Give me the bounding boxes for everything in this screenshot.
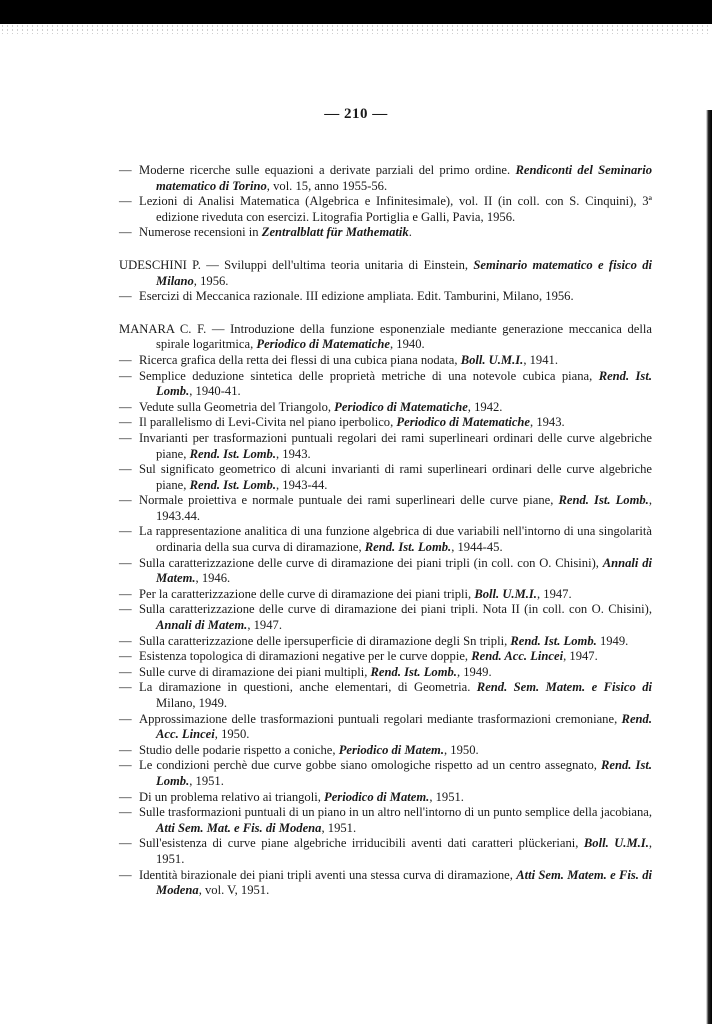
entry-dash: — [119, 462, 132, 477]
bibliography-entry [119, 493, 652, 524]
entry-details: , 1951. [321, 820, 357, 835]
entry-journal: Rend. Ist. Lomb. [156, 368, 652, 399]
entry-journal: Periodico di Matematiche [396, 415, 531, 430]
entry-title: Sulle trasformazioni puntuali di un piano in un altro nell'intorno di un punto semplice della jacobiana, [139, 805, 652, 820]
bibliography-entry [119, 790, 652, 806]
entry-journal: Atti Sem. Matem. e Fis. di Modena [156, 867, 652, 898]
entry-dash: — [119, 602, 132, 617]
entry-title: Sulle curve di diramazione dei piani multipli, [139, 664, 371, 679]
entry-dash: — [119, 194, 132, 209]
entry-title: Esercizi di Meccanica razionale. III edizione ampliata. Edit. Tamburini, Milano, 1956. [139, 289, 574, 304]
bibliography-entry [119, 289, 652, 305]
entry-journal: Atti Sem. Mat. e Fis. di Modena [156, 820, 322, 835]
entry-journal: Rend. Acc. Lincei [471, 649, 564, 664]
bibliography-entry [119, 400, 652, 416]
entry-dash: — [119, 430, 132, 445]
entry-dash: — [119, 836, 132, 851]
entry-details: , 1947. [536, 586, 572, 601]
entry-details: , 1949. [456, 664, 492, 679]
section-previous-author [119, 163, 652, 241]
entry-details: , 1950. [444, 742, 479, 757]
bibliography-entry [119, 758, 652, 789]
entry-dash: — [119, 867, 132, 882]
entry-dash: — [119, 633, 132, 648]
bibliography-entry [119, 462, 652, 493]
entry-dash: — [119, 805, 132, 820]
entry-title: Di un problema relativo ai triangoli, [139, 789, 325, 804]
entry-journal: Rend. Acc. Lincei [156, 711, 652, 742]
entry-journal: Rend. Ist. Lomb. [189, 477, 276, 492]
entry-title: Sulla caratterizzazione delle curve di diramazione dei piani tripli. Nota II (in coll. con O. Chisini), [139, 602, 652, 617]
entry-title: MANARA C. F. — Introduzione della funzione esponenziale mediante generazione meccanica della spirale logaritmica, [119, 321, 652, 352]
entry-details: , 1941. [523, 352, 558, 367]
bibliography-entry [119, 868, 652, 899]
entry-journal: Rend. Sem. Matem. e Fisico di [476, 680, 652, 695]
bibliography-entry [119, 163, 652, 194]
entry-details: , 1943.44. [156, 493, 652, 523]
entry-dash: — [119, 289, 132, 304]
scan-noise [0, 24, 712, 34]
bibliography-entry [119, 431, 652, 462]
entry-details: , 1943. [276, 446, 311, 461]
bibliography-entry [119, 743, 652, 759]
entry-journal: Periodico di Matematiche [256, 337, 390, 352]
bibliography-entry [119, 587, 652, 603]
entry-title: La rappresentazione analitica di una funzione algebrica di due variabili nell'intorno di una singolarità ordinaria della sua curva di diramazione, [139, 524, 652, 555]
entry-dash: — [119, 789, 132, 804]
entry-title: La diramazione in questioni, anche elementari, di Geometria. [139, 680, 477, 695]
bibliography-entry [119, 805, 652, 836]
entry-details: , 1943. [530, 415, 565, 430]
entry-dash: — [119, 680, 132, 695]
bibliography-entry [119, 649, 652, 665]
entry-details: , 1956. [193, 273, 229, 288]
section-udeschini [119, 258, 652, 305]
entry-dash: — [119, 555, 132, 570]
entry-title: Il parallelismo di Levi-Civita nel piano iperbolico, [139, 415, 397, 430]
entry-journal: Annali di Matem. [156, 618, 248, 633]
bibliography-entry [119, 415, 652, 431]
entry-title: UDESCHINI P. — Sviluppi dell'ultima teoria unitaria di Einstein, [119, 257, 474, 272]
entry-title: Esistenza topologica di diramazioni negative per le curve doppie, [139, 649, 472, 664]
entry-journal: Rendiconti del Seminario matematico di Torino [156, 163, 653, 193]
entry-title: Sulla caratterizzazione delle ipersuperficie di diramazione degli Sn tripli, [139, 633, 511, 648]
entry-dash: — [119, 711, 132, 726]
entry-journal: Rend. Ist. Lomb. [510, 633, 597, 648]
entry-details: , 1942. [467, 399, 503, 414]
bibliography-entry [119, 369, 652, 400]
entry-details: , 1951. [156, 836, 652, 866]
entry-dash: — [119, 524, 132, 539]
entry-dash: — [119, 586, 132, 601]
entry-details: , 1944-45. [451, 540, 503, 555]
entry-journal: Rend. Ist. Lomb. [370, 664, 457, 679]
entry-dash: — [119, 742, 132, 757]
entry-journal: Seminario matematico e fisico di Milano [156, 257, 652, 288]
bibliography-entry [119, 322, 652, 353]
entry-dash: — [119, 368, 132, 383]
entry-journal: Rend. Ist. Lomb. [189, 446, 276, 461]
entry-details: , 1947. [563, 649, 598, 664]
entry-journal: Rend. Ist. Lomb. [156, 758, 652, 788]
entry-details: , 1940-41. [189, 384, 241, 399]
entry-journal: Annali di Matem. [156, 555, 652, 586]
entry-details: Milano, 1949. [156, 696, 228, 710]
bibliography-entry [119, 556, 652, 587]
entry-journal: Boll. U.M.I. [583, 836, 649, 851]
entry-title: Studio delle podarie rispetto a coniche, [139, 742, 339, 757]
entry-journal: Zentralblatt für Mathematik [261, 225, 409, 240]
bibliography-entry [119, 602, 652, 633]
entry-title: Invarianti per trasformazioni puntuali regolari dei rami superlineari ordinari delle curve algebriche piane, [139, 430, 652, 461]
entry-details: , 1947. [247, 618, 282, 633]
entry-details: , 1951. [189, 773, 224, 788]
bibliography-entry [119, 836, 652, 867]
bibliography-entry [119, 665, 652, 681]
entry-title: Ricerca grafica della retta dei flessi di una cubica piana nodata, [139, 352, 461, 367]
entry-dash: — [119, 163, 132, 177]
entry-journal: Boll. U.M.I. [474, 586, 537, 601]
entry-title: Sulla caratterizzazione delle curve di diramazione dei piani tripli (in coll. con O. Chisini), [139, 555, 603, 570]
entry-details: , 1951. [429, 789, 464, 804]
entry-title: Per la caratterizzazione delle curve di diramazione dei piani tripli, [139, 586, 475, 601]
page-number: — 210 — [324, 106, 388, 122]
bibliography-entry [119, 194, 652, 225]
bibliography-entry [119, 225, 652, 241]
entry-details: , 1950. [214, 727, 250, 742]
entry-title: Normale proiettiva e normale puntuale dei rami superlineari delle curve piane, [139, 493, 559, 508]
bibliography-entry [119, 680, 652, 711]
entry-title: Lezioni di Analisi Matematica (Algebrica e Infinitesimale), vol. II (in coll. con S. Cinquini), 3ª edizione riveduta con esercizi. Litografia Portiglia e Galli, Pavia, 1956. [139, 194, 652, 224]
entry-dash: — [119, 493, 132, 508]
scan-border-right [706, 110, 712, 1024]
entry-details: , vol. 15, anno 1955-56. [266, 178, 388, 193]
entry-journal: Periodico di Matem. [338, 742, 444, 757]
entry-details: . [408, 225, 412, 240]
bibliography-entry [119, 258, 652, 289]
entry-details: , 1946. [195, 571, 231, 586]
entry-title: Identità birazionale dei piani tripli aventi una stessa curva di diramazione, [139, 867, 517, 882]
entry-title: Vedute sulla Geometria del Triangolo, [139, 399, 335, 414]
section-manara [119, 322, 652, 899]
entry-title: Sul significato geometrico di alcuni invarianti di rami superlineari ordinari delle curve algebriche piane, [139, 462, 652, 492]
entry-title: Le condizioni perchè due curve gobbe siano omologiche rispetto ad un centro assegnato, [139, 758, 602, 773]
bibliography-entry [119, 634, 652, 650]
entry-title: Approssimazione delle trasformazioni puntuali regolari mediante trasformazioni cremoniane, [139, 711, 622, 726]
entry-dash: — [119, 225, 132, 240]
entry-dash: — [119, 758, 132, 773]
scan-border-top [0, 0, 712, 24]
bibliography-entry [119, 712, 652, 743]
entry-title: Moderne ricerche sulle equazioni a derivate parziali del primo ordine. [139, 163, 516, 177]
entry-details: , vol. V, 1951. [198, 883, 270, 898]
entry-journal: Periodico di Matem. [324, 789, 430, 804]
entry-journal: Periodico di Matematiche [334, 399, 468, 414]
entry-journal: Rend. Ist. Lomb. [364, 540, 452, 555]
bibliography-entry [119, 524, 652, 555]
entry-dash: — [119, 415, 132, 430]
entry-title: Sull'esistenza di curve piane algebriche irriducibili aventi dati caratteri plückeriani, [139, 836, 584, 851]
bibliography-entry [119, 353, 652, 369]
bibliography [119, 163, 652, 899]
entry-dash: — [119, 399, 132, 414]
entry-details: 1949. [596, 633, 629, 648]
entry-details: , 1943-44. [276, 477, 328, 492]
entry-dash: — [119, 664, 132, 679]
entry-journal: Rend. Ist. Lomb. [558, 493, 649, 508]
entry-details: , 1940. [390, 337, 425, 352]
entry-dash: — [119, 352, 132, 367]
entry-title: Semplice deduzione sintetica delle proprietà metriche di una notevole cubica piana, [139, 368, 599, 383]
entry-dash: — [119, 649, 132, 664]
entry-journal: Boll. U.M.I. [460, 352, 524, 367]
entry-title: Numerose recensioni in [139, 225, 262, 240]
